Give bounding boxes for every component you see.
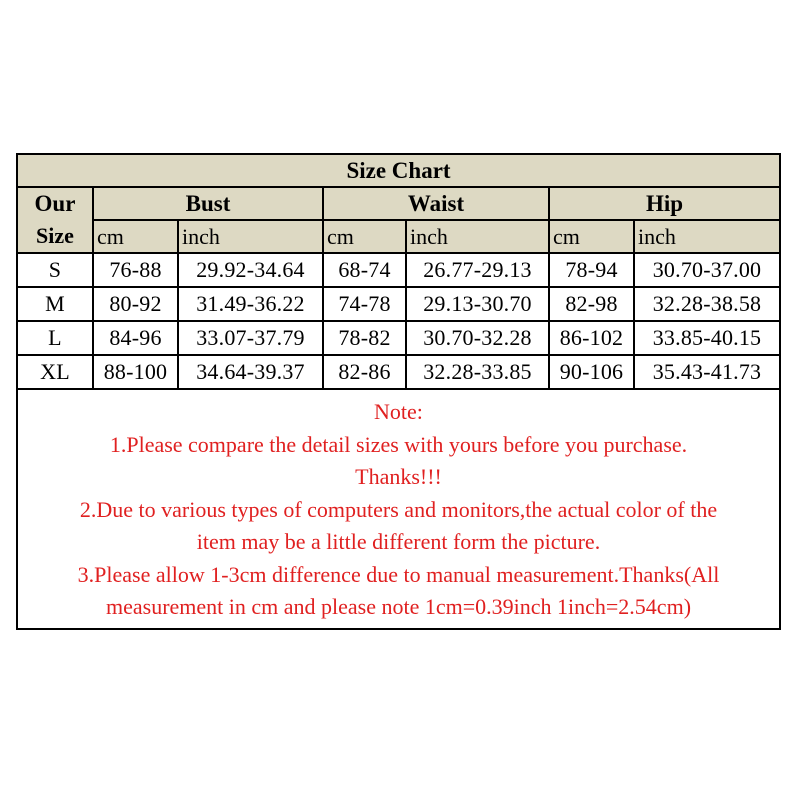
table-cell: 82-86 [323,355,406,389]
size-label: M [18,287,93,321]
table-row [18,321,779,355]
chart-title: Size Chart [18,155,779,187]
size-label: XL [18,355,93,389]
unit-label: cm [93,220,178,253]
note-line: Thanks!!! [355,464,442,489]
unit-label: inch [178,220,323,253]
note-line: 1.Please compare the detail sizes with yours before you purchase. [109,431,688,457]
note-line: 2.Due to various types of computers and monitors,the actual color of the [79,496,718,522]
table-cell: 84-96 [93,321,178,355]
table-cell: 33.07-37.79 [178,321,323,355]
table-row [18,253,779,287]
table-cell: 29.92-34.64 [178,253,323,287]
table-cell: 90-106 [549,355,634,389]
note-line: 3.Please allow 1-3cm difference due to manual measurement.Thanks(All [77,561,720,587]
table-cell: 29.13-30.70 [406,287,549,321]
note-line: measurement in cm and please note 1cm=0.39inch 1inch=2.54cm) [105,594,692,619]
group-header-waist: Waist [323,187,549,220]
table-cell: 82-98 [549,287,634,321]
table-cell: 78-94 [549,253,634,287]
size-chart [16,153,781,630]
table-cell: 34.64-39.37 [178,355,323,389]
note-heading: Note: [374,399,423,424]
table-cell: 78-82 [323,321,406,355]
size-label: S [18,253,93,287]
unit-label: cm [323,220,406,253]
notes-section [18,389,779,628]
table-cell: 26.77-29.13 [406,253,549,287]
table-row [18,355,779,389]
table-cell: 32.28-38.58 [634,287,779,321]
size-table [18,155,779,628]
table-cell: 68-74 [323,253,406,287]
unit-label: inch [406,220,549,253]
table-cell: 86-102 [549,321,634,355]
note-line: item may be a little different form the picture. [196,529,601,554]
unit-label: inch [634,220,779,253]
table-cell: 32.28-33.85 [406,355,549,389]
table-cell: 35.43-41.73 [634,355,779,389]
table-cell: 33.85-40.15 [634,321,779,355]
table-cell: 88-100 [93,355,178,389]
table-cell: 76-88 [93,253,178,287]
size-header-top: Our [18,187,93,220]
size-label: L [18,321,93,355]
table-row [18,287,779,321]
group-header-bust: Bust [93,187,323,220]
size-header-bottom: Size [18,220,93,253]
table-cell: 31.49-36.22 [178,287,323,321]
table-cell: 80-92 [93,287,178,321]
group-header-hip: Hip [549,187,779,220]
table-cell: 30.70-32.28 [406,321,549,355]
table-cell: 74-78 [323,287,406,321]
table-cell: 30.70-37.00 [634,253,779,287]
unit-label: cm [549,220,634,253]
